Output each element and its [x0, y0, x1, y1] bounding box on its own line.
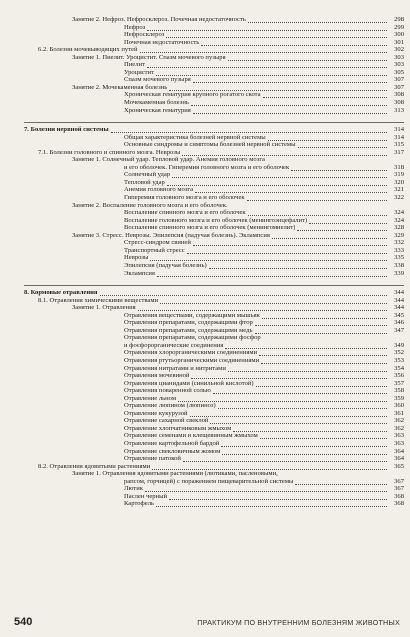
toc-entry-title: Воспаление спинного мозга и его оболочек (менингомиелит) — [124, 224, 296, 232]
toc-entry-page: 308 — [394, 99, 404, 107]
toc-entry — [24, 99, 404, 107]
toc-entry-title: Отравление кукурузой — [124, 409, 188, 417]
toc-entry — [24, 171, 404, 179]
toc-entry-title: Эклампсия — [124, 269, 155, 277]
toc-entry-title: Отравления препаратами, содержащими фтор — [124, 319, 253, 327]
toc-entry-title: Основные синдромы и симптомы болезней нервной системы — [124, 141, 296, 149]
table-of-contents — [24, 16, 404, 508]
toc-entry-title: Лютик — [124, 485, 143, 493]
page-footer — [0, 616, 410, 630]
toc-entry-page: 364 — [394, 447, 404, 455]
toc-entry — [24, 232, 404, 240]
toc-entry-title: Почечная недостаточность — [124, 38, 200, 46]
toc-entry-title: Отравления поваренной солью — [124, 387, 211, 395]
toc-entry-title: 8.2. Отравления ядовитыми растениями — [38, 462, 151, 470]
toc-entry-title: Отравление картофельной бардой — [124, 439, 220, 447]
toc-entry — [24, 202, 404, 210]
toc-entry-title: Отравления нитратами и нитритами — [124, 364, 226, 372]
toc-entry — [24, 31, 404, 39]
toc-entry — [24, 76, 404, 84]
toc-entry — [24, 365, 404, 373]
toc-entry-page: 307 — [394, 76, 404, 84]
toc-entry-page: 302 — [394, 46, 404, 54]
toc-entry-title: Занятие 1. Отравления — [72, 304, 136, 312]
section-gap — [24, 277, 404, 283]
toc-entry-page: 298 — [394, 16, 404, 23]
toc-entry — [24, 440, 404, 448]
toc-entry — [24, 493, 404, 501]
toc-entry-title: Занятие 2. Воспаление головного мозга и его оболочек. — [72, 201, 228, 209]
toc-entry-page: 318 — [394, 163, 404, 171]
toc-entry-title: Отравление патокой — [124, 455, 181, 463]
toc-entry-title: Воспаление головного мозга и его оболочек (менингоэнцефалит) — [124, 216, 308, 224]
toc-entry-page: 344 — [394, 304, 404, 312]
toc-entry — [24, 16, 404, 24]
toc-entry — [24, 463, 404, 471]
toc-entry-title: Воспаление спинного мозга и его оболочек — [124, 209, 246, 217]
toc-entry-page: 319 — [394, 171, 404, 179]
toc-entry — [24, 342, 404, 350]
toc-entry — [24, 304, 404, 312]
toc-entry-page: 313 — [394, 106, 404, 114]
toc-entry-title: Хроническая гематурия крупного рогатого скота — [124, 91, 261, 99]
toc-entry — [24, 24, 404, 32]
toc-entry-title: Транспортный стресс — [124, 246, 185, 254]
toc-entry-title: Отравление льном — [124, 394, 176, 402]
toc-entry-page: 303 — [394, 61, 404, 69]
toc-entry — [24, 455, 404, 463]
toc-entry-page: 317 — [394, 148, 404, 156]
toc-entry-page: 368 — [394, 492, 404, 500]
toc-entry — [24, 410, 404, 418]
toc-entry-title: Отравления веществами, содержащими мышьяк — [124, 311, 260, 319]
toc-entry-page: 361 — [394, 409, 404, 417]
toc-entry-page: 347 — [394, 326, 404, 334]
toc-entry — [24, 448, 404, 456]
toc-entry-title: Отравление люпином (люпиноз) — [124, 402, 216, 410]
toc-entry — [24, 209, 404, 217]
toc-entry-page: 365 — [394, 462, 404, 470]
leader-dots — [193, 112, 387, 114]
toc-entry — [24, 380, 404, 388]
toc-entry-title: Паслен черный — [124, 492, 168, 500]
toc-entry-page: 307 — [394, 83, 404, 91]
toc-entry-page: 358 — [394, 387, 404, 395]
toc-entry — [24, 395, 404, 403]
page-number: 540 — [14, 616, 33, 628]
toc-entry-page: 322 — [394, 194, 404, 202]
toc-entry — [24, 312, 404, 320]
toc-entry-page: 315 — [394, 141, 404, 149]
toc-entry-page: 352 — [394, 349, 404, 357]
toc-entry-page: 339 — [394, 269, 404, 277]
toc-entry — [24, 141, 404, 149]
toc-entry-page: 367 — [394, 485, 404, 493]
toc-entry-title: Занятие 1. Солнечный удар. Тепловой удар. Анемия головного мозга — [72, 156, 265, 164]
toc-entry-title: рапсом, горчицей) с поражением пищеварительной системы — [124, 477, 294, 485]
leader-dots — [156, 505, 387, 507]
toc-entry — [24, 470, 404, 478]
toc-entry-page: 335 — [394, 254, 404, 262]
toc-entry-title: Отравление семенами и клещевинным жмыхом — [124, 432, 258, 440]
toc-entry-page: 362 — [394, 417, 404, 425]
toc-entry-title: Отравления ртутьорганическими соединениями — [124, 356, 260, 364]
chapter-divider — [24, 285, 404, 286]
toc-entry-title: Гиперемия головного мозга и его оболочек — [124, 194, 245, 202]
toc-entry-page: 332 — [394, 239, 404, 247]
toc-entry-page: 320 — [394, 178, 404, 186]
toc-entry-page: 363 — [394, 432, 404, 440]
toc-entry-title: 7.1. Болезни головного и спинного мозга. Неврозы — [38, 148, 181, 156]
toc-entry — [24, 254, 404, 262]
toc-entry — [24, 247, 404, 255]
toc-entry — [24, 478, 404, 486]
toc-entry-page: 346 — [394, 319, 404, 327]
toc-entry-title: Картофель — [124, 500, 155, 508]
chapter-divider — [24, 122, 404, 123]
toc-entry-title: Отравления препаратами, содержащими медь — [124, 326, 253, 334]
toc-entry-title: Отравления мочевиной — [124, 372, 190, 380]
toc-entry — [24, 319, 404, 327]
toc-entry-page: 308 — [394, 91, 404, 99]
toc-entry — [24, 349, 404, 357]
toc-entry — [24, 334, 404, 342]
toc-entry — [24, 84, 404, 92]
toc-entry-page: 359 — [394, 394, 404, 402]
toc-entry-page: 301 — [394, 38, 404, 46]
toc-entry-title: 6.2. Болезни мочевыводящих путей — [38, 46, 138, 54]
toc-entry-page: 324 — [394, 209, 404, 217]
toc-entry-page: 367 — [394, 477, 404, 485]
toc-entry — [24, 164, 404, 172]
toc-entry-page: 324 — [394, 216, 404, 224]
toc-entry-page: 354 — [394, 364, 404, 372]
toc-entry — [24, 387, 404, 395]
toc-entry-title: Тепловой удар — [124, 178, 165, 186]
toc-entry-title: Мочекаменная болезнь — [124, 99, 189, 107]
toc-entry-page: 321 — [394, 186, 404, 194]
toc-entry-title: Стресс-синдром свиней — [124, 239, 191, 247]
toc-entry-title: Хроническая гематурия — [124, 106, 191, 114]
toc-entry-title: 7. Болезни нервной системы — [24, 126, 109, 134]
toc-entry — [24, 39, 404, 47]
toc-entry-page: 300 — [394, 31, 404, 39]
toc-entry-title: Занятие 1. Отравления ядовитыми растениями (лютиками, пасленовыми, — [72, 470, 278, 478]
toc-entry-title: Занятие 2. Нефроз. Нефросклероз. Почечная недостаточность — [72, 16, 246, 23]
toc-entry-title: Пиелит — [124, 61, 145, 69]
toc-entry-page: 344 — [394, 296, 404, 304]
toc-entry — [24, 224, 404, 232]
toc-entry — [24, 149, 404, 157]
toc-entry-title: Анемия головного мозга — [124, 186, 194, 194]
toc-entry — [24, 500, 404, 508]
toc-entry — [24, 186, 404, 194]
toc-entry — [24, 270, 404, 278]
toc-entry-page: 362 — [394, 424, 404, 432]
running-head: ПРАКТИКУМ ПО ВНУТРЕННИМ БОЛЕЗНЯМ ЖИВОТНЫХ — [197, 618, 400, 627]
toc-entry — [24, 69, 404, 77]
toc-entry — [24, 357, 404, 365]
toc-entry — [24, 107, 404, 115]
toc-entry-page: 299 — [394, 23, 404, 31]
toc-entry-page: 303 — [394, 53, 404, 61]
toc-entry-title: Отравление хлопчатниковым жмыхом — [124, 424, 232, 432]
section-gap — [24, 114, 404, 120]
toc-entry-title: Занятие 3. Стресс. Неврозы. Эпилепсия (падучая болезнь). Эклампсия — [72, 231, 270, 239]
toc-entry-page: 357 — [394, 379, 404, 387]
toc-entry — [24, 297, 404, 305]
toc-entry-page: 305 — [394, 68, 404, 76]
toc-entry-title: Отравления цианидами (синильной кислотой) — [124, 379, 254, 387]
toc-entry-title: Отравление сахарной свеклой — [124, 417, 209, 425]
toc-entry-page: 345 — [394, 311, 404, 319]
toc-entry — [24, 61, 404, 69]
toc-entry-title: и фосфорорганические соединения — [124, 341, 224, 349]
toc-entry-page: 314 — [394, 126, 404, 134]
toc-entry — [24, 262, 404, 270]
toc-entry — [24, 425, 404, 433]
toc-entry-page: 328 — [394, 224, 404, 232]
toc-entry — [24, 46, 404, 54]
toc-entry-title: Общая характеристика болезней нервной системы — [124, 133, 266, 141]
toc-entry — [24, 179, 404, 187]
toc-entry-page: 356 — [394, 372, 404, 380]
toc-entry — [24, 402, 404, 410]
toc-chapter-heading — [24, 289, 404, 297]
toc-entry — [24, 432, 404, 440]
leader-dots — [157, 275, 387, 277]
toc-entry-page: 353 — [394, 356, 404, 364]
toc-entry-page: 333 — [394, 246, 404, 254]
toc-entry — [24, 194, 404, 202]
toc-entry-page: 338 — [394, 261, 404, 269]
toc-entry — [24, 156, 404, 164]
toc-entry-page: 329 — [394, 231, 404, 239]
toc-entry-page: 344 — [394, 289, 404, 297]
toc-chapter-heading — [24, 126, 404, 134]
toc-entry — [24, 485, 404, 493]
toc-entry-title: 8. Кормовые отравления — [24, 289, 98, 297]
toc-entry-title: и его оболочек. Гиперемия головного мозга и его оболочек — [124, 163, 290, 171]
toc-entry-title: Солнечный удар — [124, 171, 171, 179]
toc-entry-title: Нефросклероз — [124, 31, 165, 39]
toc-entry-title: 8.1. Отравления химическими веществами — [38, 296, 159, 304]
toc-entry-page: 360 — [394, 402, 404, 410]
toc-entry-title: Занятие 1. Пиелит. Уроцистит. Спазм мочевого пузыря — [72, 53, 226, 61]
toc-entry — [24, 54, 404, 62]
toc-entry-title: Занятие 2. Мочекаменная болезнь — [72, 83, 168, 91]
toc-entry-page: 364 — [394, 455, 404, 463]
toc-entry-page: 349 — [394, 341, 404, 349]
toc-entry-title: Спазм мочевого пузыря — [124, 76, 191, 84]
toc-entry-title: Эпилепсия (падучая болезнь) — [124, 261, 207, 269]
toc-entry-title: Отравления препаратами, содержащими фосфор — [124, 334, 261, 342]
toc-entry-page: 368 — [394, 500, 404, 508]
toc-entry-title: Отравление свекловичным жомом — [124, 447, 221, 455]
toc-entry-title: Уроцистит — [124, 68, 154, 76]
toc-entry-title: Нефроз — [124, 23, 146, 31]
toc-entry — [24, 239, 404, 247]
toc-entry — [24, 417, 404, 425]
toc-entry — [24, 134, 404, 142]
toc-entry-page: 363 — [394, 439, 404, 447]
toc-entry — [24, 327, 404, 335]
toc-entry-title: Отравления хлорорганическими соединениями — [124, 349, 258, 357]
toc-entry — [24, 217, 404, 225]
toc-entry-title: Неврозы — [124, 254, 149, 262]
toc-entry-page: 314 — [394, 133, 404, 141]
toc-entry — [24, 91, 404, 99]
toc-entry — [24, 372, 404, 380]
